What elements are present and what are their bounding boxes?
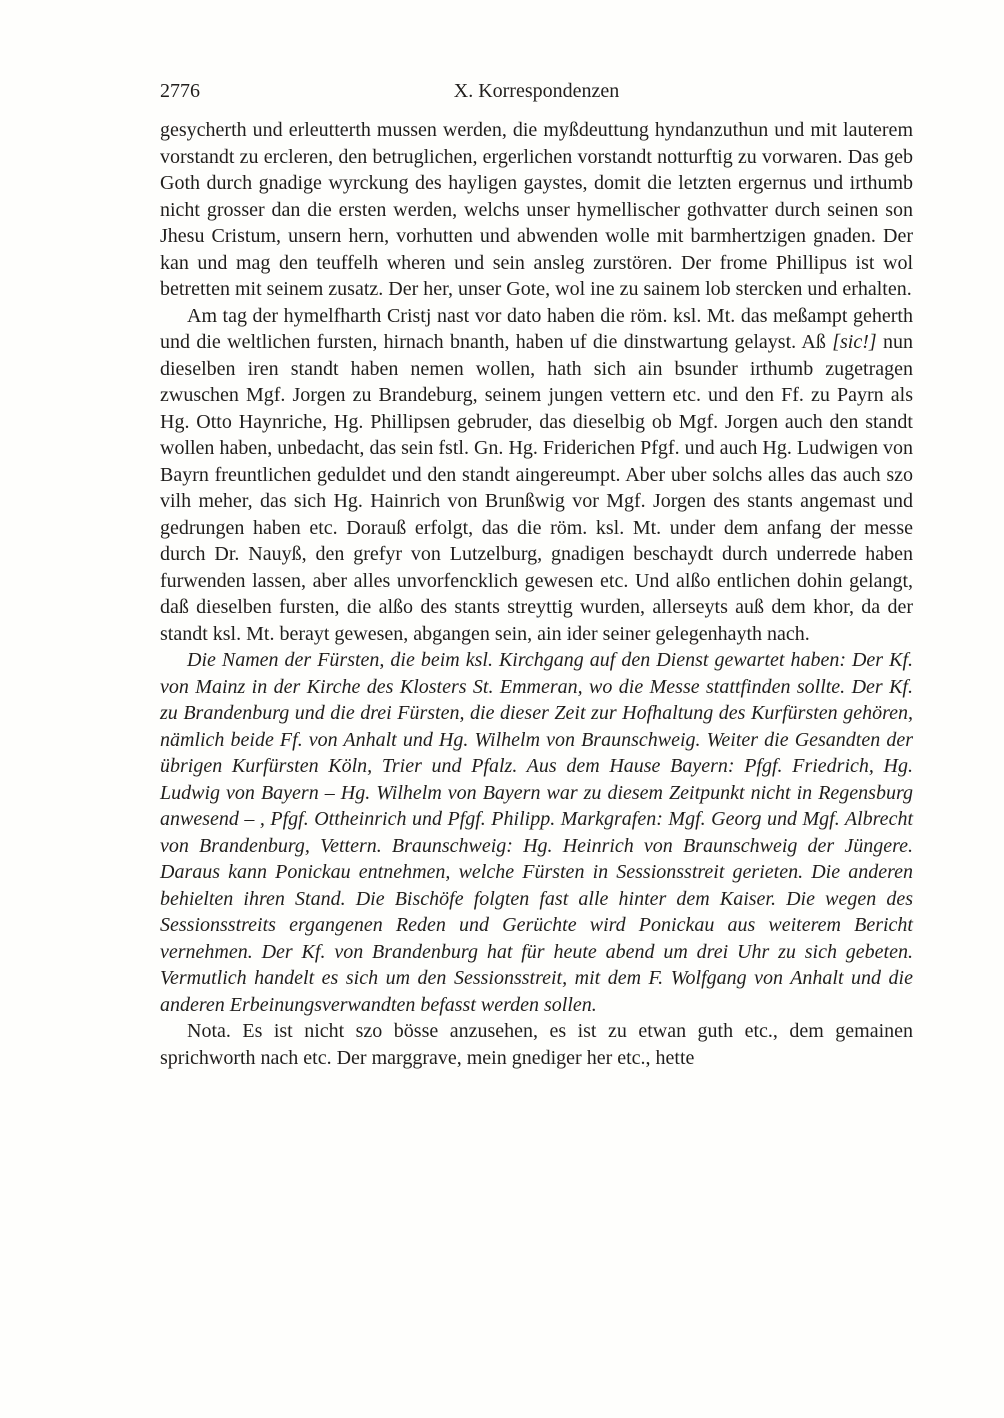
page-number: 2776 (160, 80, 200, 102)
paragraph (160, 1018, 913, 1071)
text-segment: Nota. Es ist nicht szo bösse anzusehen, es ist zu etwan guth etc., dem gemainen sprichworth nach etc. Der marggrave, mein gnediger her etc., hette (160, 1020, 913, 1069)
paragraph (160, 117, 913, 303)
text-column (160, 78, 913, 1071)
page-body (160, 117, 913, 1071)
text-segment: [sic!] (832, 331, 877, 353)
running-title: X. Korrespondenzen (453, 80, 620, 102)
paragraph (160, 303, 913, 648)
text-segment: nun dieselben iren standt haben nemen wollen, hath sich ain bsunder irthumb zugetragen zwuschen Mgf. Jorgen zu Brandeburg, seinem jungen vettern etc. und den Ff. zu Payrn als Hg. Otto Haynriche, Hg. Phillipsen gebruder, das dieselbig ob Mgf. Jorgen auch den standt wollen haben, unbedacht, das sein fstl. Gn. Hg. Friderichen Pfgf. und auch Hg. Ludwigen von Bayrn freuntlichen geduldet und den standt aingereumpt. Aber uber solchs alles das auch szo vilh meher, das sich Hg. Hainrich von Brunßwig vor Mgf. Jorgen des stants angemast und gedrungen haben etc. Dorauß erfolgt, das die röm. ksl. Mt. under dem anfang der messe durch Dr. Nauyß, den grefyr von Lutzelburg, gnadigen beschaydt durch underrede haben furwenden lassen, aber alles unvorfencklich gewesen etc. Und alßo entlichen dohin gelangt, daß dieselben fursten, die alßo des stants streyttig wurden, allerseyts auß dem khor, da der standt ksl. Mt. berayt gewesen, abgangen sein, ain ider seiner gelegenhayth nach. (160, 331, 914, 645)
page-header (160, 78, 913, 104)
text-segment: gesycherth und erleutterth mussen werden, die myßdeuttung hyndanzuthun und mit lauterem vorstandt zu ercleren, den betruglichen, ergerlichen vorstandt notturftig zu vorwaren. Das geb Goth durch gnadige wyrckung des hayligen gaystes, domit die letzten ergernus und irthumb nicht grosser dan die ersten werden, welchs unser hymellischer gothvatter durch seinen son Jhesu Cristum, unsern hern, vorhutten und abwenden wolle mit barmhertzigen gnaden. Der kan und mag den teuffelh wheren und sein ansleg zurstören. Der frome Phillipus ist wol betretten mit seinem zusatz. Der her, unser Gote, wol ine zu sainem lob stercken und erhalten. (160, 119, 913, 300)
text-segment: Am tag der hymelfharth Cristj nast vor dato haben die röm. ksl. Mt. das meßampt geherth und die weltlichen fursten, hirnach bnanth, haben uf die dinstwartung gelayst. Aß (160, 304, 913, 353)
paragraph (160, 647, 913, 1018)
text-segment: Die Namen der Fürsten, die beim ksl. Kirchgang auf den Dienst gewartet haben: Der Kf. von Mainz in der Kirche des Klosters St. Emmeran, wo die Messe stattfinden sollte. Der Kf. zu Brandenburg und die drei Fürsten, die dieser Zeit zur Hofhaltung des Kurfürsten gehören, nämlich beide Ff. von Anhalt und Hg. Wilhelm von Braunschweig. Weiter die Gesandten der übrigen Kurfürsten Köln, Trier und Pfalz. Aus dem Hause Bayern: Pfgf. Friedrich, Hg. Ludwig von Bayern – Hg. Wilhelm von Bayern war zu diesem Zeitpunkt nicht in Regensburg anwesend – , Pfgf. Ottheinrich und Pfgf. Philipp. Markgrafen: Mgf. Georg und Mgf. Albrecht von Brandenburg, Vettern. Braunschweig: Hg. Heinrich von Braunschweig der Jüngere. Daraus kann Ponickau entnehmen, welche Fürsten in Sessionsstreit gerieten. Die anderen behielten ihren Stand. Die Bischöfe folgten fast alle hinter dem Kaiser. Die wegen des Sessionsstreits ergangenen Reden und Gerüchte wird Ponickau aus weiterem Bericht vernehmen. Der Kf. von Brandenburg hat für heute abend um drei Uhr zu sich gebeten. Vermutlich handelt es sich um den Sessionsstreit, mit dem F. Wolfgang von Anhalt und die anderen Erbeinungsverwandten befasst werden sollen. (160, 649, 913, 1016)
